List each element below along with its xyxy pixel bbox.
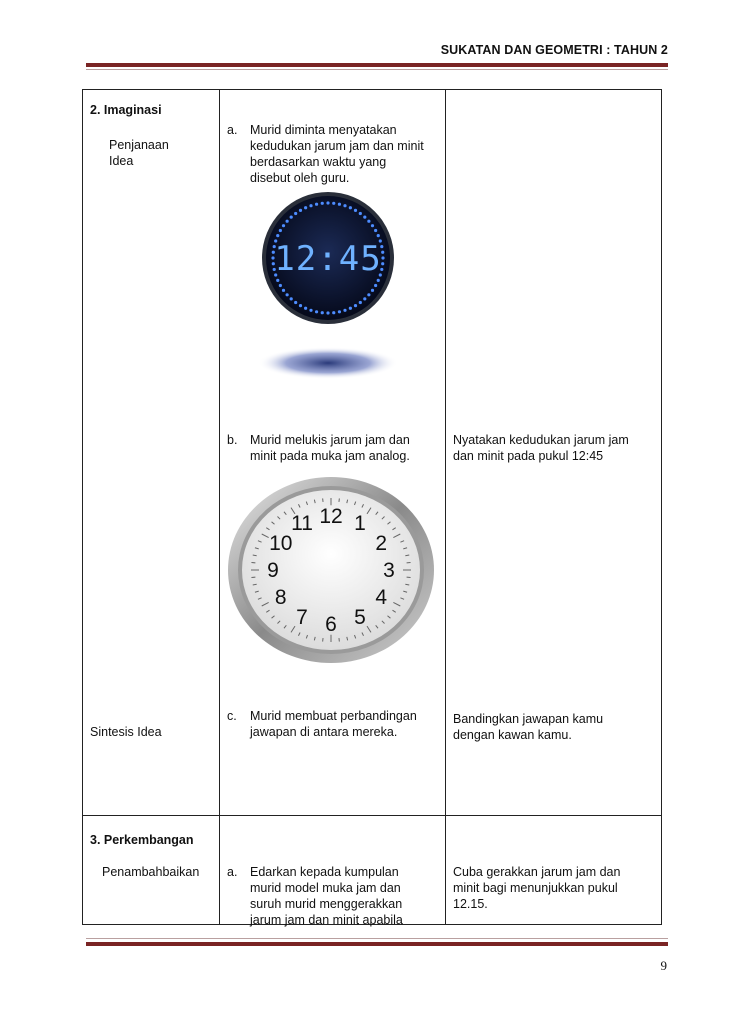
note-b-line-2: dan minit pada pukul 12:45 xyxy=(453,449,604,463)
note-a-line-2: minit bagi menunjukkan pukul xyxy=(453,881,618,895)
step-text-line: suruh murid menggerakkan xyxy=(250,897,403,911)
led-dot xyxy=(290,216,293,219)
clock-number: 11 xyxy=(291,512,313,536)
led-dot xyxy=(363,216,366,219)
table-border-top xyxy=(82,89,662,90)
led-dot xyxy=(299,304,302,307)
led-dot xyxy=(282,289,285,292)
step-text-line: jawapan di antara mereka. xyxy=(250,725,398,739)
led-dot xyxy=(377,234,380,237)
table-border-right xyxy=(661,89,662,925)
clock-number: 10 xyxy=(269,532,293,555)
note-a-line-3: 12.15. xyxy=(453,897,488,911)
led-dot xyxy=(286,293,289,296)
led-dot xyxy=(332,311,335,314)
penjanaan-label: Penjanaan xyxy=(109,138,169,152)
step-text-line: berdasarkan waktu yang xyxy=(250,155,387,169)
header-rule-thin xyxy=(86,69,668,70)
step-text-line: disebut oleh guru. xyxy=(250,171,350,185)
penambahbaikan-label: Penambahbaikan xyxy=(102,865,200,879)
led-dot xyxy=(304,307,307,310)
imaginasi-heading: 2. Imaginasi xyxy=(90,103,162,117)
idea-label: Idea xyxy=(109,154,134,168)
document-header-title: SUKATAN DAN GEOMETRI : TAHUN 2 xyxy=(440,43,668,57)
note-a-line-1: Cuba gerakkan jarum jam dan xyxy=(453,865,621,879)
led-dot xyxy=(367,293,370,296)
led-dot xyxy=(315,203,318,206)
step-text-line: Edarkan kepada kumpulan xyxy=(250,865,399,879)
led-dot xyxy=(290,297,293,300)
led-dot xyxy=(326,311,329,314)
led-dot xyxy=(286,220,289,223)
led-dot xyxy=(279,284,282,287)
digital-time-display: 12:45 xyxy=(274,239,382,279)
clock-number: 3 xyxy=(383,559,395,582)
step-text-line: jarum jam dan minit apabila xyxy=(250,913,403,927)
clock-number: 9 xyxy=(267,559,279,582)
led-dot xyxy=(349,206,352,209)
footer-rule xyxy=(86,942,668,946)
led-dot xyxy=(309,309,312,312)
footer-rule-thin xyxy=(86,938,668,939)
step-letter: a. xyxy=(227,123,238,137)
led-dot xyxy=(332,202,335,205)
led-dot xyxy=(367,220,370,223)
clock-number: 2 xyxy=(375,532,388,555)
led-dot xyxy=(374,229,377,232)
clock-number: 12 xyxy=(319,505,343,528)
clock-number: 6 xyxy=(325,613,337,636)
led-dot xyxy=(359,212,362,215)
led-dot xyxy=(359,301,362,304)
led-dot xyxy=(381,256,384,259)
sintesis-idea-label: Sintesis Idea xyxy=(90,725,162,739)
led-dot xyxy=(338,203,341,206)
step-letter: b. xyxy=(227,433,238,447)
led-dot xyxy=(294,301,297,304)
note-c-line-2: dengan kawan kamu. xyxy=(453,728,572,742)
note-b-line-1: Nyatakan kedudukan jarum jam xyxy=(453,433,629,447)
led-dot xyxy=(374,284,377,287)
led-dot xyxy=(349,307,352,310)
table-row-divider xyxy=(82,815,662,816)
table-col-divider-2 xyxy=(445,89,446,925)
led-dot xyxy=(354,209,357,212)
clock-number: 8 xyxy=(274,586,287,609)
led-dot xyxy=(363,297,366,300)
led-dot xyxy=(321,202,324,205)
table-col-divider-1 xyxy=(219,89,220,925)
led-dot xyxy=(371,224,374,227)
step-text-line: kedudukan jarum jam dan minit xyxy=(250,139,424,153)
led-dot xyxy=(294,212,297,215)
clock-number: 7 xyxy=(296,605,308,629)
led-dot xyxy=(279,229,282,232)
led-dot xyxy=(309,204,312,207)
led-dot xyxy=(276,279,279,282)
page-number: 9 xyxy=(660,958,667,973)
led-dot xyxy=(321,311,324,314)
note-c-line-1: Bandingkan jawapan kamu xyxy=(453,712,604,726)
led-dot xyxy=(377,279,380,282)
led-dot xyxy=(354,304,357,307)
led-dot xyxy=(338,310,341,313)
led-dot xyxy=(315,310,318,313)
step-text-line: minit pada muka jam analog. xyxy=(250,449,410,463)
clock-number: 4 xyxy=(375,586,388,609)
led-dot xyxy=(304,206,307,209)
clock-number: 1 xyxy=(354,512,366,536)
step-letter: c. xyxy=(227,709,237,723)
step-letter: a. xyxy=(227,865,238,879)
led-dot xyxy=(282,224,285,227)
led-dot xyxy=(299,209,302,212)
led-dot xyxy=(343,204,346,207)
step-text-line: murid model muka jam dan xyxy=(250,881,401,895)
digital-clock-image xyxy=(258,188,398,398)
header-rule xyxy=(86,63,668,67)
table-border-left xyxy=(82,89,83,925)
led-dot xyxy=(326,201,329,204)
perkembangan-heading: 3. Perkembangan xyxy=(90,833,194,847)
led-dot xyxy=(343,309,346,312)
led-dot xyxy=(371,289,374,292)
step-text-line: Murid melukis jarum jam dan xyxy=(250,433,410,447)
analog-clock-image xyxy=(226,475,436,665)
step-text-line: Murid diminta menyatakan xyxy=(250,123,397,137)
led-dot xyxy=(276,234,279,237)
clock-number: 5 xyxy=(354,605,366,629)
step-text-line: Murid membuat perbandingan xyxy=(250,709,417,723)
